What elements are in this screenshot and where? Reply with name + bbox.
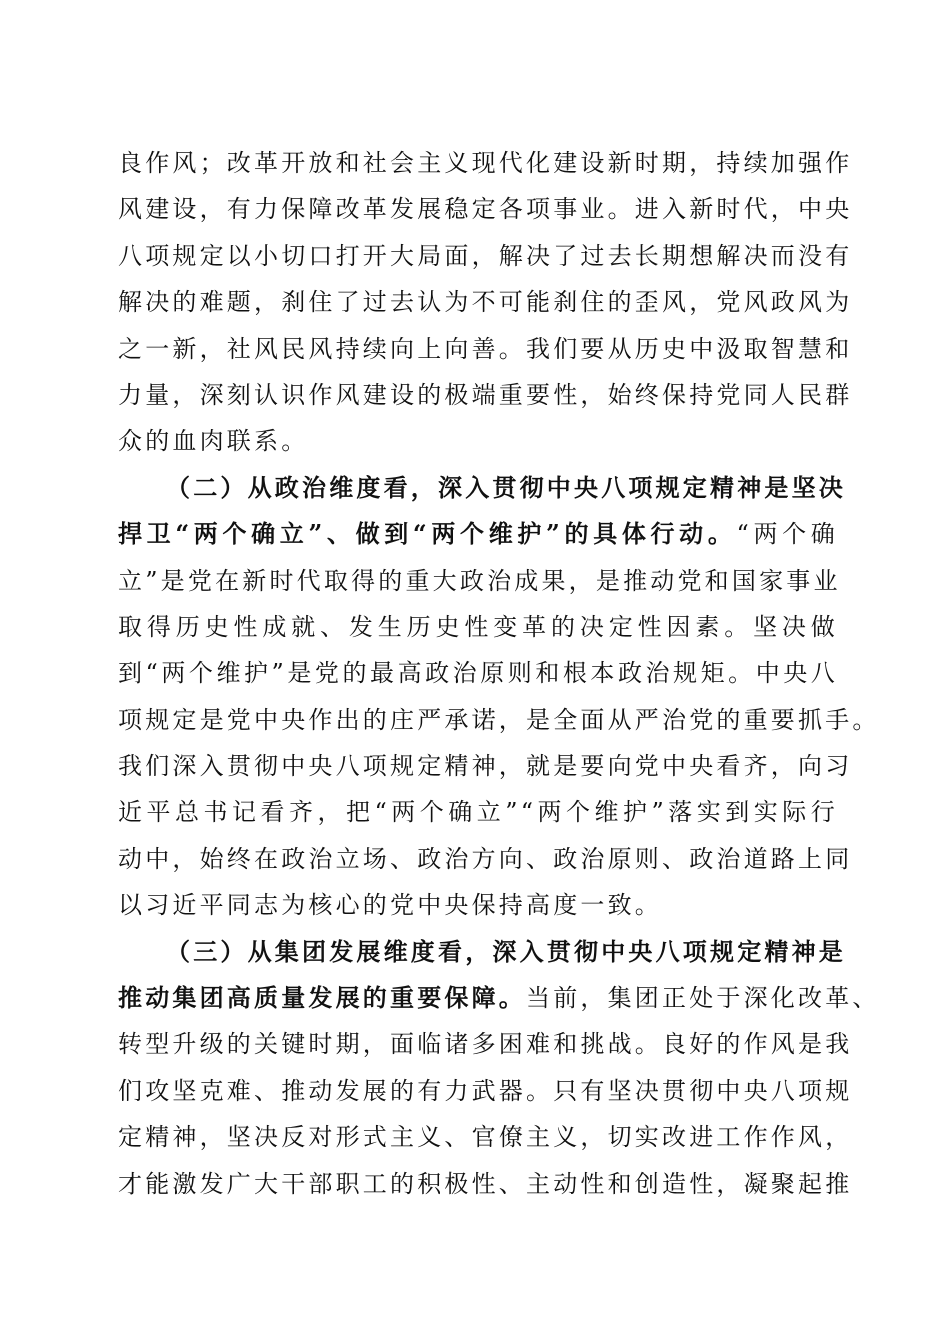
paragraph-2-line-4: 项规定是党中央作出的庄严承诺，是全面从严治党的重要抓手。 xyxy=(118,705,880,734)
paragraph-1-line-3: 八项规定以小切口打开大局面，解决了过去长期想解决而没有 xyxy=(118,241,853,270)
paragraph-3-line-3: 定精神，坚决反对形式主义、官僚主义，切实改进工作作风， xyxy=(118,1123,853,1152)
paragraph-2-heading-line-2 xyxy=(118,511,838,557)
paragraph-2-heading-line-1: （二）从政治维度看，深入贯彻中央八项规定精神是坚决 xyxy=(166,472,846,502)
document-body xyxy=(118,140,880,1207)
paragraph-2-line-3: 到“两个维护”是党的最高政治原则和根本政治规矩。中央八 xyxy=(118,659,838,688)
paragraph-2-heading-rest: “两个确 xyxy=(736,520,838,549)
paragraph-1-line-1: 良作风；改革开放和社会主义现代化建设新时期，持续加强作 xyxy=(118,149,853,177)
paragraph-2-line-6: 近平总书记看齐，把“两个确立”“两个维护”落实到实际行 xyxy=(118,798,838,827)
paragraph-3-line-2: 们攻坚克难、推动发展的有力武器。只有坚决贯彻中央八项规 xyxy=(118,1076,853,1105)
paragraph-2-line-7: 动中，始终在政治立场、政治方向、政治原则、政治道路上同 xyxy=(118,844,853,873)
paragraph-2-line-5: 我们深入贯彻中央八项规定精神，就是要向党中央看齐，向习 xyxy=(118,752,853,781)
paragraph-2-line-2: 取得历史性成就、发生历史性变革的决定性因素。坚决做 xyxy=(118,612,838,641)
paragraph-2-line-8: 以习近平同志为核心的党中央保持高度一致。 xyxy=(118,891,662,920)
paragraph-2-line-1: 立”是党在新时代取得的重大政治成果，是推动党和国家事业 xyxy=(118,566,841,595)
paragraph-1-line-7: 众的血肉联系。 xyxy=(118,427,309,456)
paragraph-3-heading-line-1: （三）从集团发展维度看，深入贯彻中央八项规定精神是 xyxy=(166,936,846,966)
paragraph-2-heading-bold: 捍卫“两个确立”、做到“两个维护”的具体行动。 xyxy=(118,519,737,549)
paragraph-3-heading-bold: 推动集团高质量发展的重要保障。 xyxy=(118,983,526,1013)
paragraph-1-line-5: 之一新，社风民风持续向上向善。我们要从历史中汲取智慧和 xyxy=(118,334,853,363)
paragraph-3-line-1: 转型升级的关键时期，面临诸多困难和挑战。良好的作风是我 xyxy=(118,1030,853,1059)
paragraph-3-heading-rest: 当前，集团正处于深化改革、 xyxy=(526,984,880,1013)
paragraph-3-line-4: 才能激发广大干部职工的积极性、主动性和创造性，凝聚起推 xyxy=(118,1169,853,1198)
paragraph-3-heading-line-2 xyxy=(118,975,880,1021)
paragraph-1-line-4: 解决的难题，刹住了过去认为不可能刹住的歪风，党风政风为 xyxy=(118,288,853,317)
paragraph-1-line-6: 力量，深刻认识作风建设的极端重要性，始终保持党同人民群 xyxy=(118,380,853,409)
paragraph-1-line-2: 风建设，有力保障改革发展稳定各项事业。进入新时代，中央 xyxy=(118,195,853,224)
